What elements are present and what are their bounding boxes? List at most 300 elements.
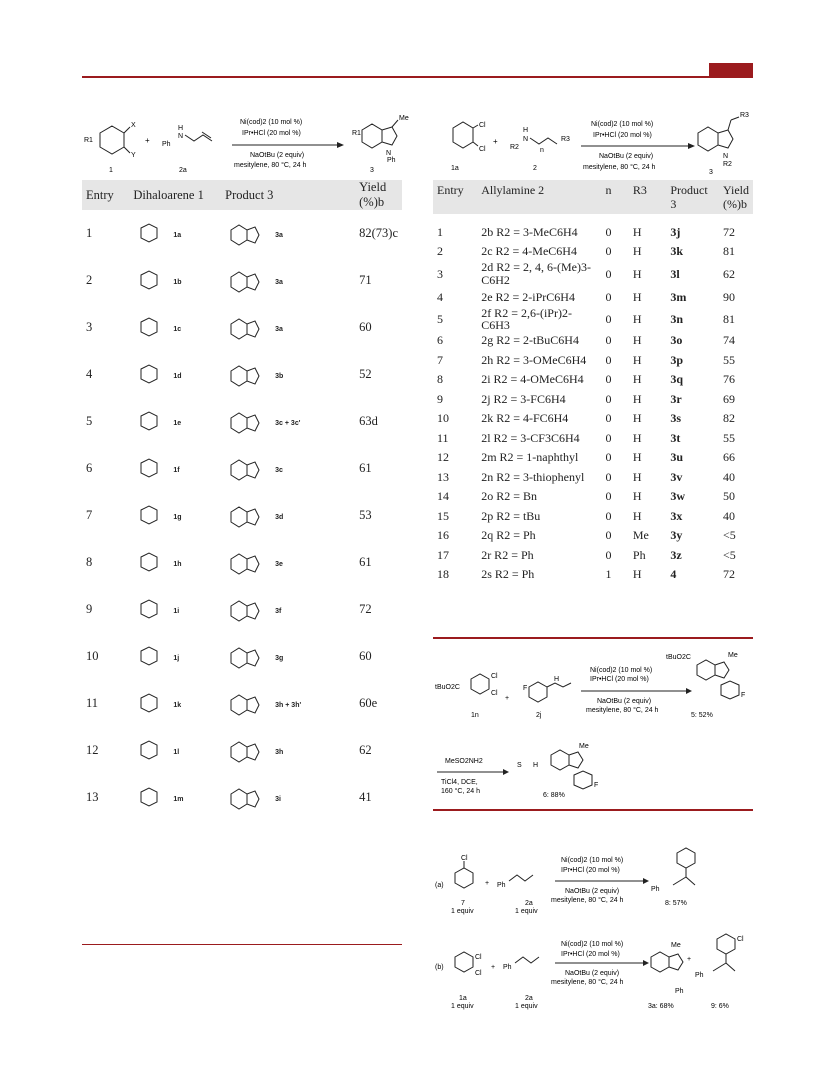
scheme-bottom [433, 835, 755, 1020]
cell-entry: 5 [86, 414, 93, 428]
reagent-cat: Ni(cod)2 (10 mol %) [240, 119, 303, 126]
cell-yield: 81 [723, 244, 735, 259]
cell-n: 0 [605, 372, 612, 387]
cell-dihalo [129, 398, 221, 445]
dihalo-label: 1k [173, 701, 182, 709]
atom-r3: R3 [561, 136, 570, 143]
cell-dihalo [129, 539, 221, 586]
cell-entry: 9 [437, 391, 443, 406]
cell-r3: H [632, 508, 642, 523]
cell-yield: <5 [723, 528, 736, 543]
amine-2j [529, 682, 571, 702]
atom-nh: H [554, 676, 560, 683]
cell-r3: H [632, 352, 642, 367]
table-row [433, 448, 753, 468]
cell-yield: 62 [723, 267, 735, 281]
cell-n: 0 [605, 333, 612, 348]
left-bottom-rule [82, 944, 402, 945]
atom-cl-b2: Cl [475, 970, 482, 977]
atom-r2b: R2 [723, 161, 732, 168]
equiv-2a: 1 equiv [515, 908, 538, 915]
indole-structure [225, 310, 275, 346]
equiv-1a: 1 equiv [451, 1003, 474, 1010]
arene-structure [133, 686, 173, 722]
cell-product [221, 398, 355, 445]
cell-product: 3v [670, 469, 683, 484]
cell-r3: H [632, 469, 642, 484]
reagent-cat: Ni(cod)2 (10 mol %) [561, 857, 624, 864]
cell-n: 0 [605, 352, 612, 367]
atom-x: X [131, 122, 136, 129]
cell-entry: 16 [437, 528, 449, 543]
table-row [82, 398, 402, 445]
cell-product: 3l [670, 267, 680, 281]
cell-r3: H [632, 267, 642, 281]
cell-yield: 40 [723, 508, 735, 523]
cell-amine: 2q R2 = Ph [481, 528, 536, 543]
cell-product [221, 304, 355, 351]
arene-structure [133, 404, 173, 440]
cell-yield: 74 [723, 333, 735, 348]
equiv-2a-b: 1 equiv [515, 1003, 538, 1010]
table-dihaloarene [82, 180, 402, 821]
cell-yield: 40 [723, 469, 735, 484]
plus: + [505, 695, 510, 702]
cell-amine: 2k R2 = 4-FC6H4 [481, 411, 569, 426]
cell-n: 0 [605, 528, 612, 543]
label-2j: 2j [536, 712, 542, 719]
table-row [433, 409, 753, 429]
cell-amine: 2s R2 = Ph [481, 567, 535, 582]
cell-n: 0 [605, 289, 612, 304]
cell-product [221, 586, 355, 633]
cell-amine: 2j R2 = 3-FC6H4 [481, 391, 566, 406]
cell-entry: 3 [86, 320, 93, 334]
cell-n: 0 [605, 311, 612, 326]
product-label: 3c [275, 466, 283, 474]
table-row [82, 445, 402, 492]
indole-structure [225, 498, 275, 534]
label-6: 6: 88% [543, 792, 565, 799]
reagent-conditions: mesitylene, 80 °C, 24 h [551, 897, 624, 904]
arene-structure [133, 639, 173, 675]
atom-cl: Cl [461, 855, 468, 862]
cell-entry: 12 [437, 450, 449, 465]
cell-yield: 69 [723, 391, 735, 406]
cell-r3: Me [632, 528, 649, 543]
cell-product [221, 257, 355, 304]
cell-yield: 50 [723, 489, 735, 504]
table-row [82, 633, 402, 680]
indole-structure [225, 451, 275, 487]
atom-cl-b1: Cl [475, 954, 482, 961]
cell-yield: 52 [359, 367, 372, 381]
plus-b: + [491, 964, 496, 971]
arene-structure [133, 733, 173, 769]
atom-s: S [517, 762, 522, 769]
atom-h: H [178, 125, 184, 132]
plus: + [493, 137, 498, 146]
scheme-right [433, 108, 758, 178]
arene-structure [133, 545, 173, 581]
cell-amine: 2c R2 = 4-MeC6H4 [481, 244, 577, 259]
cell-product: 4 [670, 567, 677, 582]
label-3: 3 [370, 167, 374, 174]
table-row [433, 287, 753, 307]
indole-structure [225, 592, 275, 628]
cell-entry: 6 [86, 461, 93, 475]
cell-dihalo [129, 351, 221, 398]
cell-dihalo [129, 445, 221, 492]
table-row [82, 774, 402, 821]
cell-product [221, 492, 355, 539]
table-row [433, 214, 753, 242]
table-row [433, 467, 753, 487]
cell-entry: 2 [86, 273, 93, 287]
dihalo-label: 1j [173, 654, 180, 662]
table-allylamine [433, 180, 753, 584]
cell-r3: H [632, 489, 642, 504]
dihalo-label: 1e [173, 419, 182, 427]
atom-ph-3a: Ph [675, 988, 684, 995]
cell-dihalo [129, 586, 221, 633]
table-row [433, 370, 753, 390]
plus: + [485, 880, 490, 887]
cell-yield: 72 [723, 567, 735, 582]
cell-amine: 2b R2 = 3-MeC6H4 [481, 224, 578, 239]
table-row [82, 727, 402, 774]
indole-structure [225, 733, 275, 769]
dihalo-label: 1g [173, 513, 182, 521]
allyl-chain-b [515, 957, 539, 963]
arene-structure [133, 263, 173, 299]
cell-product: 3t [670, 430, 681, 445]
table-row [82, 351, 402, 398]
atom-r2: R2 [510, 144, 519, 151]
dihalo-label: 1b [173, 278, 182, 286]
cell-r3: Ph [632, 547, 646, 562]
cell-yield: 90 [723, 289, 735, 304]
cell-entry: 12 [86, 743, 99, 757]
cell-r3: H [632, 224, 642, 239]
cell-n: 0 [605, 391, 612, 406]
atom-me: Me [728, 652, 738, 659]
cell-r3: H [632, 333, 642, 348]
dihalo-label: 1i [173, 607, 180, 615]
product-label: 3a [275, 325, 283, 333]
cell-n: 0 [605, 469, 612, 484]
cell-amine: 2i R2 = 4-OMeC6H4 [481, 372, 584, 387]
label-9: 9: 6% [711, 1003, 729, 1010]
table-row [433, 331, 753, 351]
atom-r1b: R1 [352, 130, 361, 137]
dichlorobenzene-structure [453, 122, 478, 148]
atom-tbuo2c-prod: tBuO2C [666, 654, 691, 661]
atom-me: Me [399, 115, 409, 122]
product-label: 3d [275, 513, 284, 521]
cell-amine: 2r R2 = Ph [481, 547, 534, 562]
cell-amine: 2e R2 = 2-iPrC6H4 [481, 289, 575, 304]
dichlorobenzene-1a [455, 952, 473, 972]
atom-ph: Ph [162, 141, 171, 148]
cell-product: 3z [670, 547, 682, 562]
product-label: 3b [275, 372, 284, 380]
cell-yield: 82 [723, 411, 735, 426]
table-row [433, 526, 753, 546]
cell-n: 0 [605, 508, 612, 523]
cell-r3: H [632, 430, 642, 445]
allyl-chain [530, 138, 557, 144]
label-1: 1 [109, 167, 113, 174]
product-label: 3g [275, 654, 284, 662]
header-rule [82, 76, 753, 78]
atom-n2: N [386, 150, 392, 157]
cell-product: 3x [670, 508, 683, 523]
cell-yield: 62 [359, 743, 372, 757]
reagent-base: NaOtBu (2 equiv) [250, 152, 305, 159]
cell-yield: 55 [723, 352, 735, 367]
cell-product: 3o [670, 333, 683, 348]
cell-yield: <5 [723, 547, 736, 562]
dihalo-label: 1f [173, 466, 180, 474]
table-row [433, 428, 753, 448]
cell-n: 0 [605, 430, 612, 445]
atom-r1: R1 [84, 137, 93, 144]
plus: + [145, 136, 150, 145]
cell-entry: 10 [86, 649, 99, 663]
atom-cl-9: Cl [737, 936, 744, 943]
cell-dihalo [129, 727, 221, 774]
indole-structure [225, 686, 275, 722]
cell-amine: 2d R2 = 2, 4, 6-(Me)3-C6H2 [481, 260, 591, 287]
arene-structure [133, 498, 173, 534]
product-label: 3h + 3h' [275, 701, 302, 709]
cell-n: 0 [605, 411, 612, 426]
cell-entry: 13 [86, 790, 99, 804]
cell-amine: 2l R2 = 3-CF3C6H4 [481, 430, 580, 445]
dihalo-label: 1l [173, 748, 180, 756]
atom-n2: N [723, 153, 729, 160]
atom-me-b: Me [671, 942, 681, 949]
cell-amine: 2f R2 = 2,6-(iPr)2-C6H3 [481, 305, 572, 332]
cell-dihalo [129, 774, 221, 821]
reagent-cat-b: Ni(cod)2 (10 mol %) [561, 941, 624, 948]
cell-yield: 82(73)c [359, 226, 398, 240]
cell-dihalo [129, 633, 221, 680]
product-8 [673, 848, 695, 885]
reagent-base-b: NaOtBu (2 equiv) [565, 970, 620, 977]
scheme-left [82, 110, 407, 178]
product-label: 3a [275, 231, 283, 239]
cell-entry: 15 [437, 508, 449, 523]
table-row [433, 506, 753, 526]
cell-r3: H [632, 311, 642, 326]
cell-product: 3y [670, 528, 683, 543]
cell-entry: 17 [437, 547, 449, 562]
atom-n: N [178, 133, 184, 140]
col-r3: R3 [632, 183, 647, 197]
cell-entry: 8 [437, 372, 443, 387]
cell-product: 3n [670, 311, 684, 326]
product-label: 3c + 3c' [275, 419, 301, 427]
atom-r3b: R3 [740, 112, 749, 119]
atom-n-sub: n [540, 147, 544, 154]
col-entry: Entry [437, 183, 464, 197]
indole-structure [362, 120, 398, 148]
reagent-conditions: mesitylene, 80 °C, 24 h [234, 162, 307, 169]
cell-dihalo [129, 304, 221, 351]
label-1a: 1a [451, 165, 459, 172]
cell-n: 0 [605, 267, 612, 281]
indole-structure [225, 545, 275, 581]
table-row [433, 389, 753, 409]
atom-ph-b: Ph [503, 964, 512, 971]
indole-6 [551, 750, 592, 789]
cell-n: 0 [605, 244, 612, 259]
cell-dihalo [129, 210, 221, 257]
indole-structure [225, 639, 275, 675]
indole-3a [651, 952, 683, 972]
cell-amine: 2g R2 = 2-tBuC6H4 [481, 333, 579, 348]
table-row [433, 261, 753, 287]
atom-n: N [523, 136, 529, 143]
atom-tbuo2c: tBuO2C [435, 684, 460, 691]
reagent-ligand: IPr•HCl (20 mol %) [242, 130, 301, 137]
indole-5 [697, 660, 739, 699]
cell-dihalo [129, 492, 221, 539]
cell-product: 3p [670, 352, 684, 367]
atom-ph: Ph [497, 882, 506, 889]
indole-structure [225, 263, 275, 299]
reagent-conditions: mesitylene, 80 °C, 24 h [586, 707, 659, 714]
table-row [82, 680, 402, 727]
label-2a: 2a [179, 167, 187, 174]
cell-n: 0 [605, 489, 612, 504]
arene-structure [133, 310, 173, 346]
cell-yield: 81 [723, 311, 735, 326]
cell-n: 0 [605, 450, 612, 465]
atom-f: F [523, 685, 528, 692]
cell-entry: 4 [437, 289, 443, 304]
atom-cl1: Cl [479, 122, 486, 129]
cell-yield: 60 [359, 320, 372, 334]
label-3: 3 [709, 169, 713, 176]
label-3a: 3a: 68% [648, 1003, 674, 1010]
label-2: 2 [533, 165, 537, 172]
col-n: n [605, 183, 612, 197]
reagent-conditions: mesitylene, 80 °C, 24 h [583, 164, 656, 171]
tag-b: (b) [435, 964, 444, 971]
cell-entry: 1 [86, 226, 93, 240]
reagent-base: NaOtBu (2 equiv) [597, 698, 652, 705]
col-yield: Yield (%)b [359, 180, 387, 209]
table-row [82, 257, 402, 304]
cell-entry: 7 [86, 508, 93, 522]
cell-entry: 18 [437, 567, 449, 582]
product-label: 3h [275, 748, 284, 756]
table-row [433, 350, 753, 370]
indole-structure [225, 780, 275, 816]
dihalo-label: 1a [173, 231, 182, 239]
cell-r3: H [632, 372, 642, 387]
table-header-row [433, 180, 753, 214]
table-row [82, 586, 402, 633]
cell-entry: 14 [437, 489, 449, 504]
label-2a-b: 2a [525, 995, 533, 1002]
cell-dihalo [129, 680, 221, 727]
table-row [433, 487, 753, 507]
atom-ph2: Ph [387, 157, 396, 164]
cell-entry: 10 [437, 411, 449, 426]
label-2a: 2a [525, 900, 533, 907]
arene-structure [133, 357, 173, 393]
table-row [433, 565, 753, 585]
table-row [433, 307, 753, 331]
indole-structure [225, 357, 275, 393]
reagent-cat: Ni(cod)2 (10 mol %) [590, 667, 653, 674]
tag-a: (a) [435, 882, 444, 889]
cell-n: 0 [605, 224, 612, 239]
dihalo-label: 1d [173, 372, 182, 380]
atom-f2: F [741, 692, 746, 699]
cell-product [221, 633, 355, 680]
reagent-ligand: IPr•HCl (20 mol %) [561, 867, 620, 874]
cell-r3: H [632, 411, 642, 426]
reagent-cat: Ni(cod)2 (10 mol %) [591, 121, 654, 128]
cell-amine: 2n R2 = 3-thiophenyl [481, 469, 585, 484]
atom-y: Y [131, 152, 136, 159]
reagent-ligand: IPr•HCl (20 mol %) [590, 676, 649, 683]
col-product: Product 3 [225, 187, 274, 202]
cell-entry: 8 [86, 555, 93, 569]
table-row [433, 242, 753, 262]
cell-r3: H [632, 289, 642, 304]
atom-cl2: Cl [479, 146, 486, 153]
table-header-row [82, 180, 402, 210]
atom-ms: MeSO2NH2 [445, 758, 483, 765]
cell-entry: 4 [86, 367, 93, 381]
cell-amine: 2o R2 = Bn [481, 489, 537, 504]
label-1a: 1a [459, 995, 467, 1002]
atom-f3: F [594, 782, 599, 789]
col-entry: Entry [86, 187, 114, 202]
reagent-base: NaOtBu (2 equiv) [565, 888, 620, 895]
cell-yield: 60e [359, 696, 378, 710]
cell-yield: 72 [359, 602, 372, 616]
atom-ph8: Ph [651, 886, 660, 893]
cell-yield: 60 [359, 649, 372, 663]
cell-r3: H [632, 567, 642, 582]
indole-product [698, 117, 739, 151]
atom-ph-9: Ph [695, 972, 704, 979]
arene-structure [133, 451, 173, 487]
cell-product [221, 210, 355, 257]
col-product: Product 3 [670, 183, 708, 211]
dihalo-label: 1h [173, 560, 182, 568]
cell-yield: 66 [723, 450, 735, 465]
cell-entry: 6 [437, 333, 443, 348]
scheme-mid [433, 645, 755, 807]
label-7: 7 [461, 900, 465, 907]
header-page-tab [709, 63, 753, 77]
dihalo-label: 1m [173, 795, 184, 803]
atom-me2: Me [579, 743, 589, 750]
col-dihalo: Dihaloarene 1 [133, 187, 204, 202]
label-1n: 1n [471, 712, 479, 719]
cell-product: 3j [670, 224, 681, 239]
table-row [82, 539, 402, 586]
label-8: 8: 57% [665, 900, 687, 907]
